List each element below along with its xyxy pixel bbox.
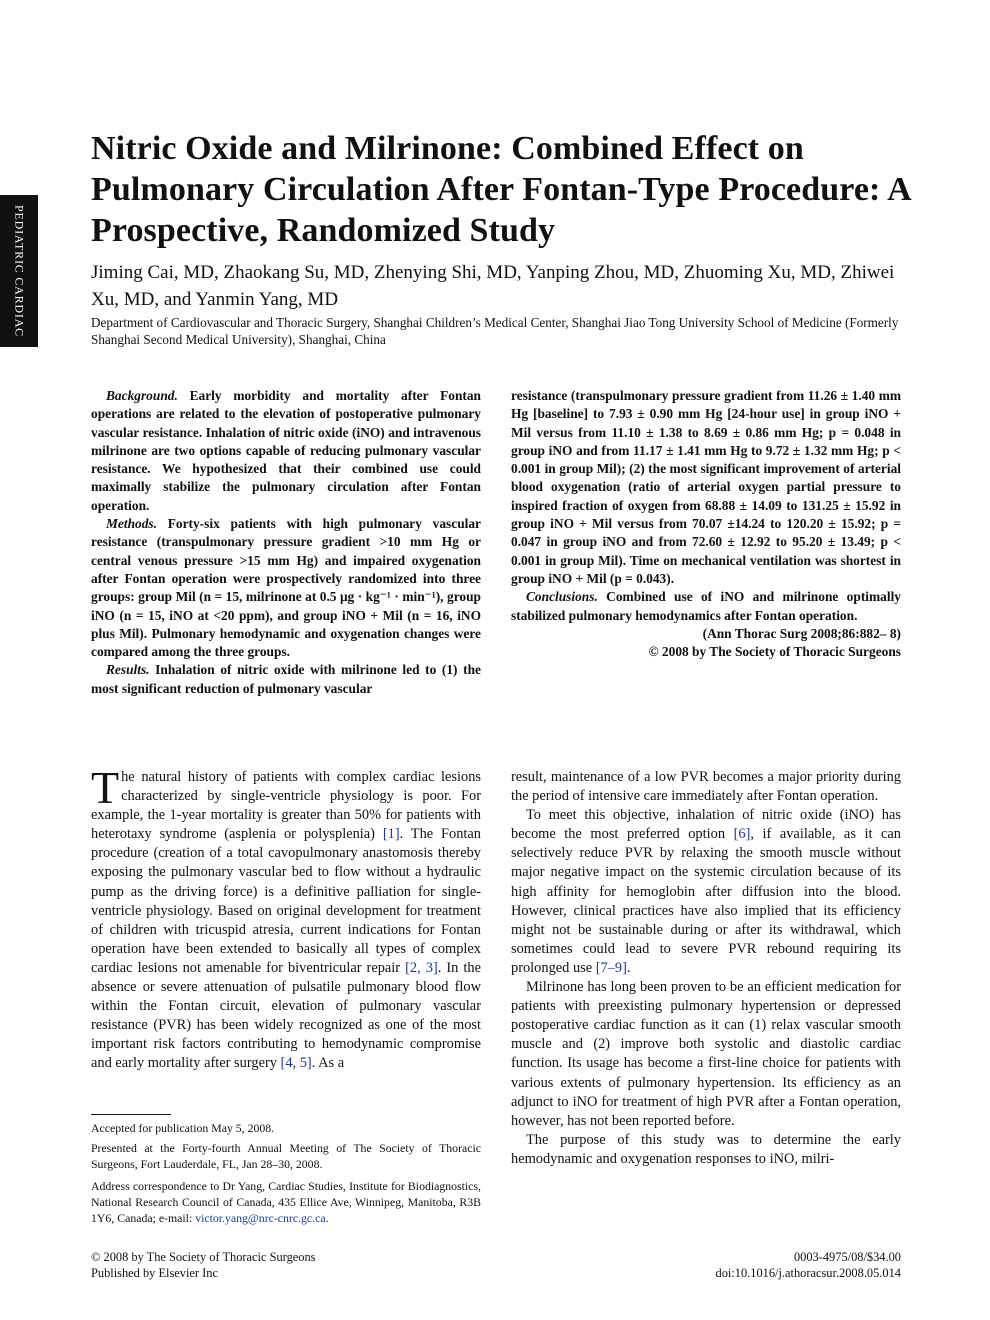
abstract-copyright: © 2008 by The Society of Thoracic Surgeons	[648, 644, 901, 660]
abstract-results	[91, 661, 481, 698]
drop-cap: T	[91, 762, 120, 813]
reference-link[interactable]: [6]	[733, 826, 751, 843]
results-label: Results.	[106, 662, 150, 678]
footer-issn: 0003-4975/08/$34.00	[793, 1250, 901, 1264]
abstract-conclusions	[511, 588, 901, 625]
body-paragraph: The purpose of this study was to determine the early hemodynamic and oxygenation responses to iNO, milri-	[511, 1131, 901, 1167]
results-text: Inhalation of nitric oxide with milrinone led to (1) the most significant reduction of pulmonary vascular	[91, 662, 481, 696]
footnote-address	[91, 1178, 481, 1226]
footnote-presented: Presented at the Forty-fourth Annual Meeting of The Society of Thoracic Surgeons, Fort Lauderdale, FL, Jan 28–30, 2008.	[91, 1141, 481, 1171]
body-text: .	[626, 959, 631, 976]
footer-right	[716, 1249, 902, 1281]
abstract-left-column	[91, 387, 481, 698]
methods-text: Forty-six patients with high pulmonary vascular resistance (transpulmonary pressure gradient >10 mm Hg or central venous pressure >15 mm Hg) and impaired oxygenation after Fontan operation were prospectively randomized into three groups: group Mil (n = 15, milrinone at 0.5 μg · kg⁻¹ · min⁻¹), group iNO (n = 15, iNO at <20 ppm), and group iNO + Mil (n = 16, iNO plus Mil). Pulmonary hemodynamic and oxygenation changes were compared among the three groups.	[91, 516, 481, 660]
intro-text-4: . As a	[311, 1055, 345, 1072]
intro-paragraph	[91, 762, 481, 1074]
footer-publisher: Published by Elsevier Inc	[91, 1266, 218, 1280]
intro-text-1: he natural history of patients with complex cardiac lesions characterized by single-ventricle physiology is poor. For example, the 1-year mortality is greater than 50% for patients with heterotaxy syndrome (asplenia or polysplenia)	[91, 769, 481, 843]
body-paragraph: Milrinone has long been proven to be an efficient medication for patients with preexisting pulmonary hypertension or depressed postoperative cardiac function as it can (1) relax vascular smooth muscle and (2) improve both systolic and diastolic cardiac function. Its usage has become a first-line choice for patients with various extents of pulmonary hypertension. Its efficiency as an adjunct to iNO for treatment of high PVR after a Fontan operation, however, has not been reported before.	[511, 979, 901, 1129]
conclusions-text: Combined use of iNO and milrinone optimally stabilized pulmonary hemodynamics after Fontan operation.	[511, 589, 901, 623]
background-label: Background.	[106, 388, 178, 403]
reference-link[interactable]: [7–9]	[595, 959, 627, 976]
affiliation: Department of Cardiovascular and Thoracic Surgery, Shanghai Children’s Medical Center, Shanghai Jiao Tong University School of Medicine (Formerly Shanghai Second Medical University), Shanghai, China	[91, 315, 899, 347]
abstract-methods	[91, 515, 481, 661]
intro-text-3: . In the absence or severe attenuation of pulsatile pulmonary blood flow within the Fontan circuit, elevation of pulmonary vascular resistance (PVR) has been widely recognized as one of the most important risk factors contributing to hemodynamic compromise and early mortality after surgery	[91, 959, 481, 1072]
address-text: Address correspondence to Dr Yang, Cardiac Studies, Institute for Biodiagnostics, National Research Council of Canada, 435 Ellice Ave, Winnipeg, Manitoba, R3B 1Y6, Canada; e-mail:	[91, 1179, 481, 1225]
journal-citation: (Ann Thorac Surg 2008;86:882– 8)	[702, 625, 901, 641]
conclusions-label: Conclusions.	[526, 589, 598, 605]
methods-label: Methods.	[106, 516, 157, 532]
footer-doi: doi:10.1016/j.athoracsur.2008.05.014	[715, 1266, 901, 1280]
abstract-background	[91, 387, 481, 515]
body-right-column	[511, 768, 901, 1169]
reference-link[interactable]: [4, 5]	[280, 1055, 312, 1072]
body-paragraph	[511, 806, 901, 978]
article-title: Nitric Oxide and Milrinone: Combined Effect on Pulmonary Circulation After Fontan-Type Procedure: A Prospective, Randomized Study	[91, 130, 910, 249]
intro-text-2: . The Fontan procedure (creation of a total cavopulmonary anastomosis thereby exposing the pulmonary vascular bed to flow without a hydraulic pump as the driving force) is a definitive palliation for single-ventricle physiology. Based on original development for treatment of children with tricuspid atresia, current indications for Fontan operation have been extended to basically all types of complex cardiac lesions not amenable for biventricular repair	[91, 826, 481, 976]
section-tab-label: PEDIATRIC CARDIAC	[12, 205, 27, 337]
address-end: .	[325, 1211, 329, 1225]
body-paragraph: result, maintenance of a low PVR becomes a major priority during the period of intensive care immediately after Fontan operation.	[511, 769, 901, 805]
body-text: , if available, as it can selectively reduce PVR by relaxing the smooth muscle without major negative impact on the systemic circulation because of its high affinity for hemoglobin after diffusion into the blood. However, clinical practices have also implied that its efficiency might not be sustainable during or after its withdrawal, which sometimes could lead to severe PVR rebound requiring its prolonged use	[511, 826, 901, 976]
reference-link[interactable]: [2, 3]	[405, 959, 438, 976]
footer-copyright: © 2008 by The Society of Thoracic Surgeons	[91, 1250, 316, 1264]
footer-left	[91, 1249, 316, 1281]
footnote-divider	[91, 1114, 171, 1115]
reference-link[interactable]: [1]	[382, 826, 400, 843]
author-list: Jiming Cai, MD, Zhaokang Su, MD, Zhenying Shi, MD, Yanping Zhou, MD, Zhuoming Xu, MD, Zhiwei Xu, MD, and Yanmin Yang, MD	[91, 262, 895, 310]
background-text: Early morbidity and mortality after Fontan operations are related to the elevation of postoperative pulmonary vascular resistance. Inhalation of nitric oxide (iNO) and intravenous milrinone are two options capable of reducing pulmonary vascular resistance. We hypothesized that their combined use could maximally stabilize the pulmonary circulation after Fontan operation.	[91, 388, 481, 513]
section-tab	[0, 195, 38, 347]
footnote-accepted: Accepted for publication May 5, 2008.	[91, 1121, 275, 1135]
body-left-column	[91, 762, 481, 1074]
abstract-results-continued: resistance (transpulmonary pressure gradient from 11.26 ± 1.40 mm Hg [baseline] to 7.93 ± 0.90 mm Hg [24-hour use] in group iNO + Mil versus from 11.10 ± 1.38 to 8.69 ± 0.86 mm Hg; p = 0.048 in group iNO and from 11.17 ± 1.41 mm Hg to 9.72 ± 1.32 mm Hg; p < 0.001 in group Mil); (2) the most significant improvement of arterial blood oxygenation (ratio of arterial oxygen partial pressure to inspired fraction of oxygen from 68.88 ± 14.09 to 131.25 ± 15.92 in group iNO + Mil versus from 70.07 ±14.24 to 120.20 ± 15.92; p = 0.047 in group iNO and from 72.60 ± 12.92 to 95.20 ± 13.49; p < 0.001 in group Mil). Time on mechanical ventilation was shortest in group iNO + Mil (p = 0.043).	[511, 388, 901, 586]
body-text: To meet this objective, inhalation of nitric oxide (iNO) has become the most preferred option	[511, 807, 901, 843]
email-link[interactable]: victor.yang@nrc-cnrc.gc.ca	[195, 1211, 326, 1225]
abstract-right-column	[511, 387, 901, 661]
